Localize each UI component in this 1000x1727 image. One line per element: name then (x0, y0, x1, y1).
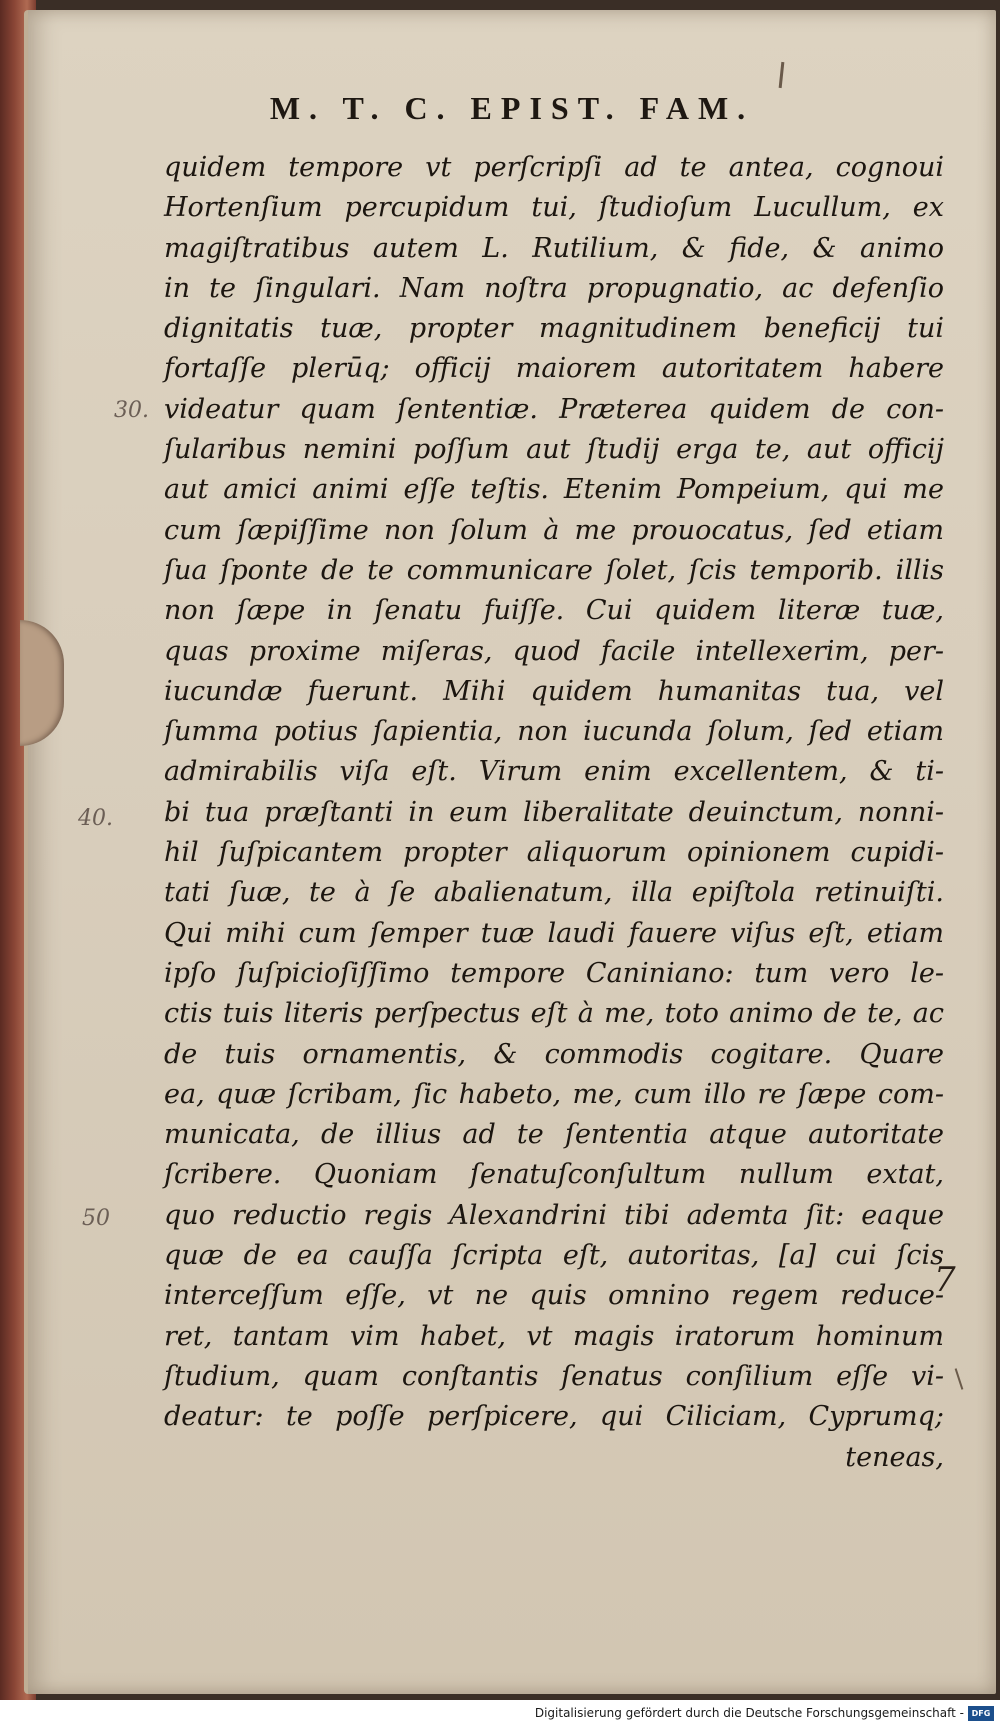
text-line: ret, tantam vim habet, vt magis iratorum hominum (164, 1320, 944, 1352)
text-line: fortaſſe plerūq; officij maiorem autoritatem habere (164, 353, 944, 385)
text-line: iucundæ fuerunt. Mihi quidem humanitas tua, vel (164, 675, 944, 707)
text-line: hil ſuſpicantem propter aliquorum opinionem cupidi- (164, 837, 944, 869)
page-clasp (20, 620, 64, 746)
margin-line-number: 40. (78, 806, 113, 831)
foliation-mark (779, 62, 785, 88)
text-line: non ſæpe in ſenatu fuiſſe. Cui quidem literæ tuæ, (164, 595, 944, 627)
text-line: ſcribere. Quoniam ſenatuſconſultum nullum extat, (164, 1159, 944, 1191)
footer-credit: Digitalisierung gefördert durch die Deutsche Forschungsgemeinschaft - (534, 1706, 964, 1720)
text-line: municata, de illius ad te ſententia atque autoritate (164, 1119, 944, 1151)
text-line: quas proxime miſeras, quod facile intellexerim, per- (164, 635, 944, 667)
text-line: Qui mihi cum ſemper tuæ laudi fauere viſus eſt, etiam (164, 917, 944, 949)
text-line: dignitatis tuæ, propter magnitudinem beneficij tui (164, 313, 944, 345)
text-line: videatur quam ſententiæ. Præterea quidem de con- (164, 393, 944, 425)
text-line: admirabilis viſa eſt. Virum enim excellentem, & ti- (164, 756, 944, 788)
text-line: quo reductio regis Alexandrini tibi ademta ſit: eaque (164, 1199, 944, 1231)
margin-line-number: 30. (114, 398, 149, 423)
signature-mark: 7 (934, 1260, 956, 1300)
margin-line-number: 50 (82, 1206, 110, 1231)
catchword: teneas, (845, 1441, 944, 1473)
dfg-logo: DFG (968, 1706, 994, 1721)
text-line: cum ſæpiſſime non ſolum à me prouocatus, ſed etiam (164, 514, 944, 546)
text-line: quidem tempore vt perſcripſi ad te antea, cognoui (164, 152, 944, 183)
text-line: Hortenſium percupidum tui, ſtudioſum Lucullum, ex (164, 192, 944, 224)
text-line: aut amici animi eſſe teſtis. Etenim Pompeium, qui me (164, 474, 944, 506)
text-line: magiſtratibus autem L. Rutilium, & fide, & animo (164, 232, 944, 264)
text-line: deatur: te poſſe perſpicere, qui Ciliciam, Cyprumq; (164, 1401, 944, 1433)
text-line: ipſo ſuſpicioſiſſimo tempore Caniniano: tum vero le- (164, 957, 944, 989)
text-line: ſtudium, quam conſtantis ſenatus conſilium eſſe vi- (164, 1360, 944, 1392)
text-line: ſularibus nemini poſſum aut ſtudij erga te, aut officij (164, 434, 944, 466)
text-line: interceſſum eſſe, vt ne quis omnino regem reduce- (164, 1280, 944, 1312)
footer-bar (0, 1700, 1000, 1727)
text-line: ſua ſponte de te communicare ſolet, ſcis temporib. illis (164, 554, 944, 586)
text-line: in te ſingulari. Nam noſtra propugnatio, ac defenſio (164, 272, 944, 304)
text-line: de tuis ornamentis, & commodis cogitare. Quare (164, 1038, 944, 1070)
text-line: ſumma potius ſapientia, non iucunda ſolum, ſed etiam (164, 716, 944, 748)
ink-mark (955, 1368, 964, 1390)
text-line: ctis tuis literis perſpectus eſt à me, toto animo de te, ac (164, 998, 944, 1030)
text-line: ea, quæ ſcribam, ſic habeto, me, cum illo re ſæpe com- (164, 1078, 944, 1110)
text-line: tati ſuæ, te à ſe abalienatum, illa epiſtola retinuiſti. (164, 877, 944, 909)
text-line: quæ de ea cauſſa ſcripta eſt, autoritas, [a] cui ſcis (164, 1240, 944, 1272)
running-head: M. T. C. EPIST. FAM. (269, 90, 755, 126)
text-block (164, 148, 944, 1478)
text-line: bi tua præſtanti in eum liberalitate deuinctum, nonni- (164, 796, 944, 828)
book-page (24, 10, 996, 1694)
